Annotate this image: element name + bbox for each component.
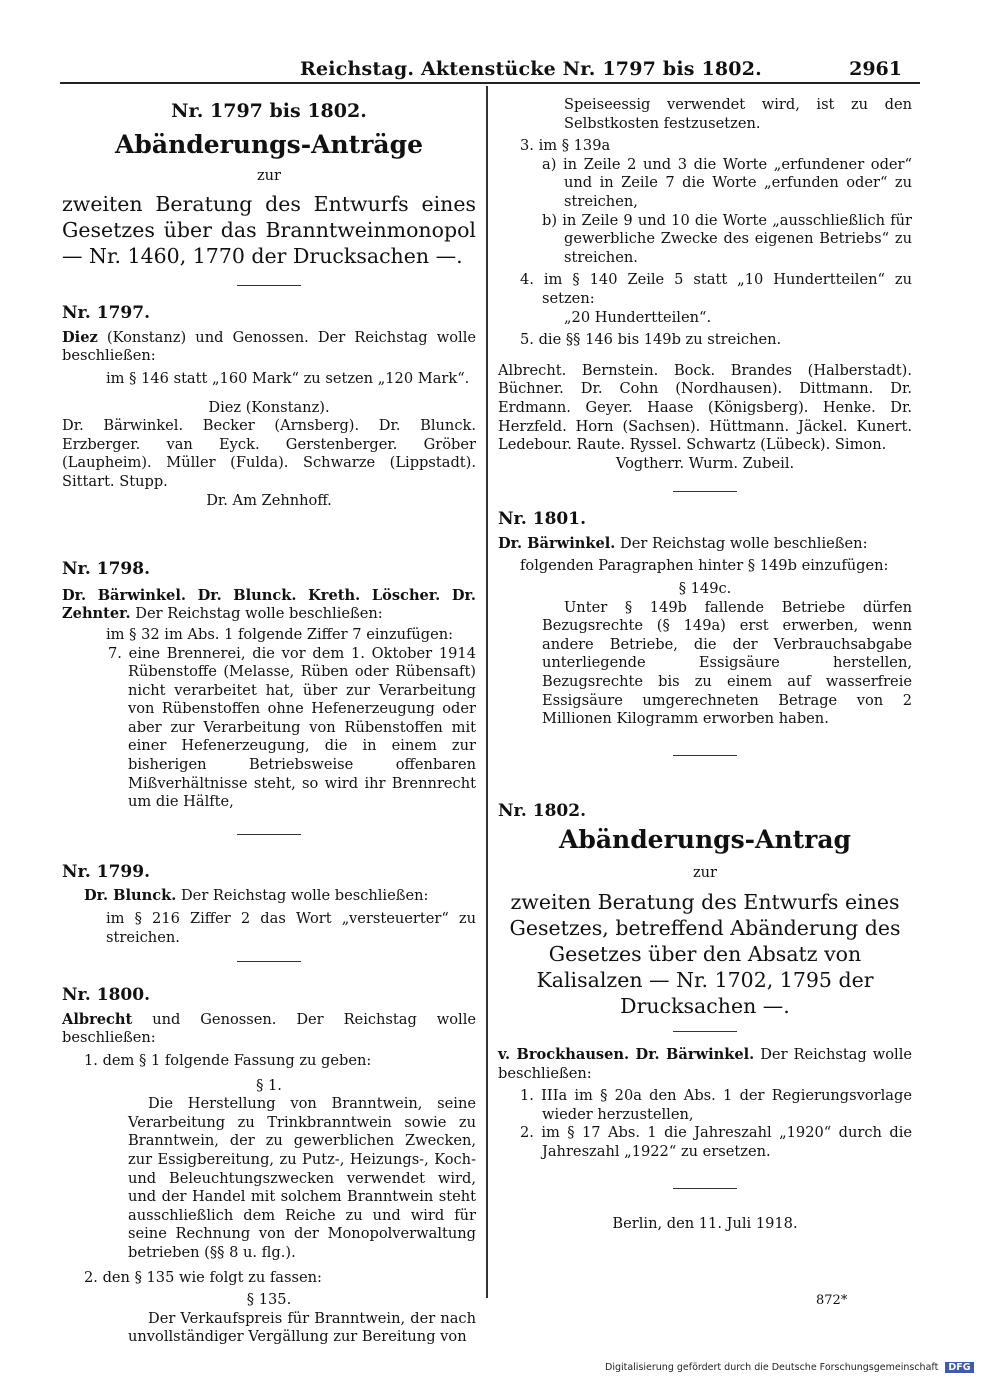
separator: [237, 961, 301, 962]
item-4: 4. im § 140 Zeile 5 statt „10 Hundertteilen“ zu setzen:: [520, 271, 912, 307]
separator: [673, 1188, 737, 1189]
section-heading-1797: Nr. 1797.: [62, 303, 151, 324]
item-3b: b) in Zeile 9 und 10 die Worte „ausschließlich für gewerbliche Zwecke des eigenen Betriebs“ zu streichen.: [542, 211, 912, 266]
print-number: 872*: [816, 1293, 848, 1308]
doc-title: Abänderungs-Anträge: [115, 129, 423, 159]
right-column: [498, 96, 912, 1233]
running-title: Reichstag. Aktenstücke Nr. 1797 bis 1802.: [300, 58, 762, 80]
item-7-text: 7. eine Brennerei, die vor dem 1. Oktober 1914 Rübenstoffe (Melasse, Rüben oder Rübensaft) nicht verarbeitet hat, über zur Verarbeitung von Rübenstoffen ohne Hefenerzeugung oder aber zur Verarbeitung von Rübenstoffen mit einer Hefenerzeugung, die in einem zur bisherigen Betriebsweise offenbaren Mißverhältnisse steht, so wird ihr Brennrecht um die Hälfte,: [108, 644, 476, 811]
item-1-1800: 1. dem § 1 folgende Fassung zu geben:: [84, 1052, 372, 1069]
signatory-1797: Diez (Konstanz).: [208, 398, 330, 416]
signatories-1797: Dr. Bärwinkel. Becker (Arnsberg). Dr. Blunck. Erzberger. van Eyck. Gerstenberger. Gröber (Laupheim). Müller (Fulda). Schwarze (Lippstadt). Sittart. Stupp.: [62, 417, 476, 490]
intro-text: und Genossen. Der Reichstag wolle beschließen:: [62, 1010, 476, 1047]
proposer-names: Dr. Bärwinkel. Dr. Blunck. Kreth. Löscher. Dr. Zehnter.: [62, 586, 476, 623]
item-3a: a) in Zeile 2 und 3 die Worte „erfundener oder“ und in Zeile 7 die Worte „erfunden oder“ zu streichen,: [542, 155, 912, 210]
item-2-1802: 2. im § 17 Abs. 1 die Jahreszahl „1920“ durch die Jahreszahl „1922“ zu ersetzen.: [520, 1124, 912, 1160]
proposer-name: Dr. Bärwinkel.: [498, 534, 616, 552]
motion-intro-1797: [62, 329, 476, 366]
motion-intro-1802: [498, 1046, 912, 1083]
intro-text: Der Reichstag wolle beschließen:: [615, 534, 868, 552]
doc-subtitle: zweiten Beratung des Entwurfs eines Gesetzes über das Branntweinmonopol — Nr. 1460, 1770 der Drucksachen —.: [62, 192, 476, 269]
item-2-1800: 2. den § 135 wie folgt zu fassen:: [84, 1268, 322, 1286]
doc-subtitle-1802: zweiten Beratung des Entwurfs eines Gesetzes, betreffend Abänderung des Gesetzes über den Absatz von Kalisalzen — Nr. 1702, 1795 der Drucksachen —.: [509, 890, 901, 1018]
separator: [237, 285, 301, 286]
item-1-1802: 1. IIIa im § 20a den Abs. 1 der Regierungsvorlage wieder herzustellen,: [520, 1087, 912, 1123]
motion-intro-1799: [62, 887, 476, 906]
paragraph-number: § 149c.: [678, 580, 732, 598]
left-column: [62, 96, 476, 1347]
separator: [673, 755, 737, 756]
intro-text: Der Reichstag wolle beschließen:: [498, 1046, 912, 1082]
item-5: 5. die §§ 146 bis 149b zu streichen.: [520, 331, 782, 349]
motion-text-1797: im § 146 statt „160 Mark“ zu setzen „120 Mark“.: [106, 369, 470, 387]
proposer-name: Albrecht: [62, 1010, 133, 1028]
separator: [237, 834, 301, 835]
section-heading-1798: Nr. 1798.: [62, 559, 151, 580]
signatories-1800-last: Vogtherr. Wurm. Zubeil.: [615, 454, 795, 472]
signatories-1800: Albrecht. Bernstein. Bock. Brandes (Halberstadt). Büchner. Dr. Cohn (Nordhausen). Dittmann. Dr. Erdmann. Geyer. Haase (Königsberg). Henke. Dr. Herzfeld. Horn (Sachsen). Hüttmann. Jäckel. Kunert. Ledebour. Raute. Ryssel. Schwartz (Lübeck). Simon.: [498, 361, 912, 454]
continuation-text: Speiseessig verwendet wird, ist zu den Selbstkosten festzusetzen.: [564, 96, 912, 132]
paragraph-number: § 1.: [256, 1076, 282, 1094]
motion-intro-1801: [498, 535, 912, 554]
proposer-name: Diez: [62, 328, 98, 346]
section-heading-1799: Nr. 1799.: [62, 861, 151, 882]
paragraph-number: § 135.: [246, 1291, 292, 1309]
doc-title-zur: zur: [256, 166, 282, 184]
doc-number-range: Nr. 1797 bis 1802.: [171, 100, 367, 122]
motion-intro-1798: [62, 587, 476, 624]
motion-text-1801: folgenden Paragraphen hinter § 149b einzufügen:: [520, 557, 889, 575]
section-heading-1801: Nr. 1801.: [498, 509, 587, 530]
proposer-names: v. Brockhausen. Dr. Bärwinkel.: [498, 1046, 755, 1063]
doc-title-1802: Abänderungs-Antrag: [558, 825, 852, 855]
item-4-quote: „20 Hundertteilen“.: [564, 308, 712, 326]
motion-text-1799: im § 216 Ziffer 2 das Wort „versteuerter“ zu streichen.: [106, 910, 476, 946]
intro-text: Der Reichstag wolle beschließen:: [176, 887, 429, 905]
doc-title-zur-1802: zur: [692, 864, 718, 882]
footer-text: Digitalisierung gefördert durch die Deutsche Forschungsgemeinschaft: [605, 1362, 939, 1373]
intro-text: (Konstanz) und Genossen. Der Reichstag wolle beschließen:: [62, 328, 476, 365]
motion-text-1798: im § 32 im Abs. 1 folgende Ziffer 7 einzufügen:: [106, 625, 454, 643]
column-divider: [486, 86, 488, 1298]
footer-credit: [605, 1362, 974, 1373]
intro-text: Der Reichstag wolle beschließen:: [130, 605, 383, 623]
dfg-logo: DFG: [945, 1362, 973, 1373]
paragraph-149c-text: Unter § 149b fallende Betriebe dürfen Bezugsrechte (§ 149a) erst erwerben, wenn andere Betriebe, die der Verbrauchsabgabe unterliegende Essigsäure herstellen, Bezugsrechte bis zu einem auf wasserfreie Essigsäure umgerechneten Betrage von 2 Millionen Kilogramm erworben haben.: [542, 598, 912, 728]
item-3: 3. im § 139a: [520, 137, 611, 155]
page-number: 2961: [849, 58, 902, 80]
proposer-name: Dr. Blunck.: [84, 887, 177, 905]
separator: [673, 491, 737, 492]
paragraph-1-text: Die Herstellung von Branntwein, seine Verarbeitung zu Trinkbranntwein sowie zu Branntwein, der zu gewerblichen Zwecken, zur Essigbereitung, zu Putz-, Heizungs-, Koch- und Beleuchtungszwecken verwendet wird, und der Handel mit solchem Branntwein steht ausschließlich dem Reiche zu und wird für seine Rechnung von der Monopolverwaltung betrieben (§§ 8 u. flg.).: [128, 1095, 476, 1261]
separator: [673, 1031, 737, 1032]
paragraph-135-text: Der Verkaufspreis für Branntwein, der nach unvollständiger Vergällung zur Bereitung von: [128, 1309, 476, 1346]
date-line: Berlin, den 11. Juli 1918.: [612, 1214, 798, 1232]
motion-intro-1800: [62, 1011, 476, 1048]
section-heading-1800: Nr. 1800.: [62, 985, 151, 1006]
signatory-last-1797: Dr. Am Zehnhoff.: [206, 491, 332, 509]
running-header: [60, 52, 920, 84]
section-heading-1802: Nr. 1802.: [498, 800, 587, 821]
